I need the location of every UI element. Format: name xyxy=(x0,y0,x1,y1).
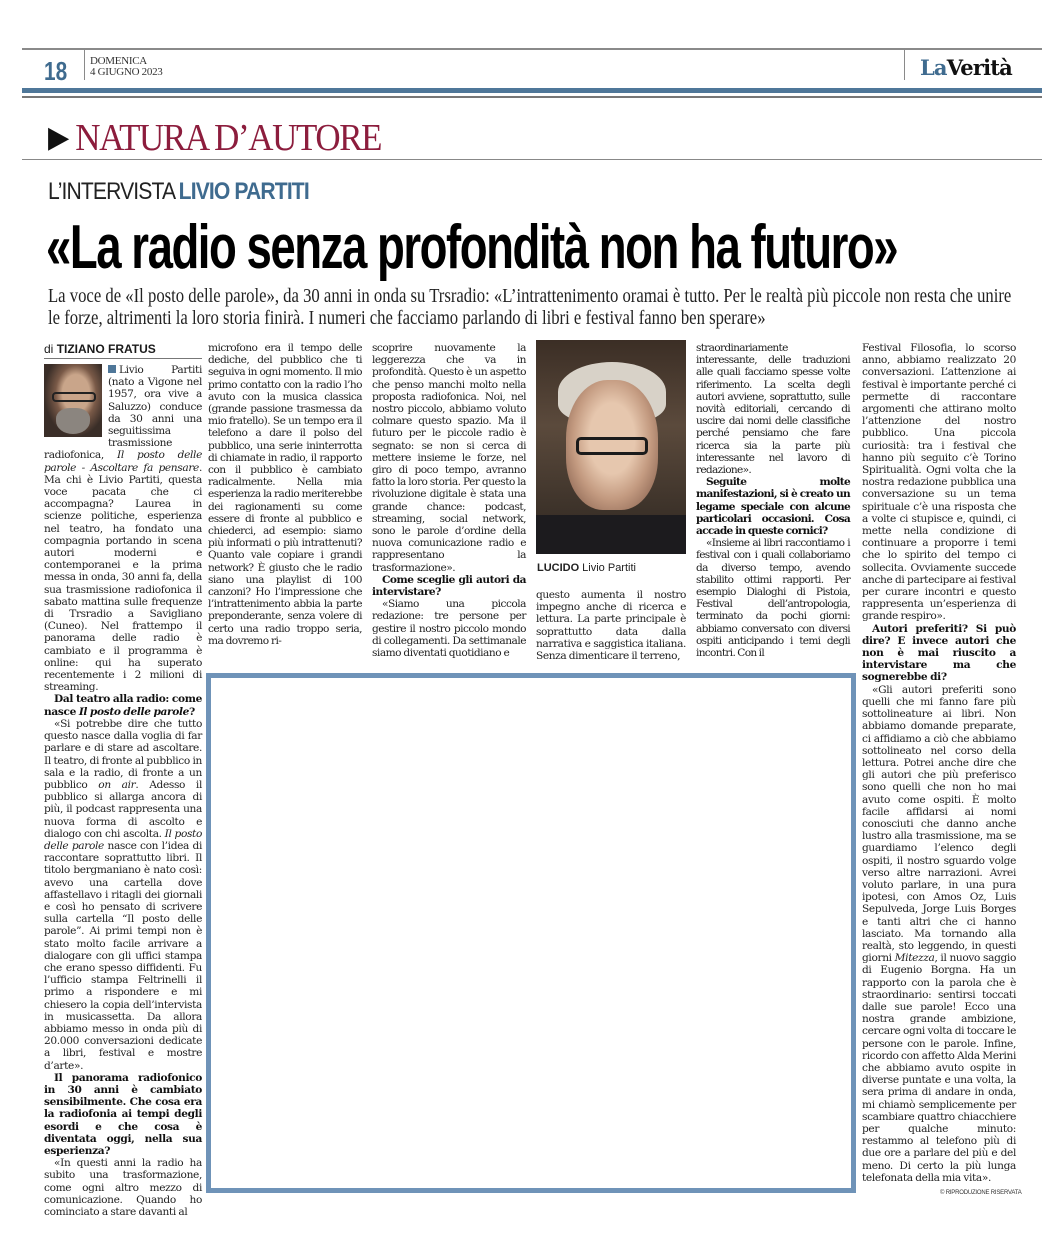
section-rule xyxy=(22,159,1042,160)
answer-3-part-3: straordinariamente interessante, delle traduzioni alle quali facciamo spesse volte riferimento. La scelta degli autori avviene, soprattutto, sulle novità editoriali, cercando di uscire dai nomi delle classifiche perché pensiamo che fare ricerca sia la parte più interessante nel lavoro di redazione». xyxy=(696,342,850,477)
byline xyxy=(44,342,202,359)
caption-label: LUCIDO xyxy=(537,562,580,574)
issue-day: DOMENICA xyxy=(90,55,147,67)
square-bullet-icon xyxy=(108,365,116,373)
copyright-notice: © RIPRODUZIONE RISERVATA xyxy=(940,1190,1022,1196)
answer-2-part-2: microfono era il tempo delle dediche, del pubblico che ti seguiva in ogni momento. Il mio primo contatto con la radio l’ho avuto con la musica classica (grande passione trasmessa da mio fratello). Se un tempo era il telefono a dare il polso del pubblico, una serie ininterrotta di chiamate in radio, il rapporto con il pubblico è cambiato radicalmente. Nella mia esperienza la radio meriterebbe dei ragionamenti su come essere di fronte al pubblico e chiederci, ad esempio: siamo più informati o più intrattenuti? Quanto vale copiare i grandi network? È giusto che le radio siano una playlist di 100 canzoni? Ho l’impressione che l’intrattenimento abbia la parte preponderante, senza volere di certo una radio troppo seria, ma dovremo ri- xyxy=(208,342,362,647)
headline: «La radio senza profondità non ha futuro» xyxy=(46,213,898,282)
question-3: Come sceglie gli autori da intervistare? xyxy=(372,573,526,599)
top-rule xyxy=(22,48,1042,50)
answer-4-part-1: «Insieme ai libri raccontiamo i festival con i quali collaboriamo da diverso tempo, avendo stabilito ottimi rapporti. Per esempio Dialoghi di Pistoia, Festival dell’antropologia, terminato da pochi giorni: abbiamo conversato con diversi ospiti anticipando i temi degli incontri. Con il xyxy=(696,537,850,660)
caption-text: Livio Partiti xyxy=(582,562,636,574)
answer-4-part-2: Festival Filosofia, lo scorso anno, abbiamo realizzato 20 conversazioni. L’attenzione ai festival è importante perché ci permette di raccontare argomenti che attirano molto l’attenzione del nostro pubblico. Una piccola curiosità: tra i festival che hanno più seguito c’è Torino Spiritualità. Ogni volta che la nostra redazione pubblica una conversazione su un tema spirituale c’è una risposta che a volte ci stupisce e, quindi, ci mette nella condizione di continuare a proporre i temi che lo spirito del tempo ci sollecita. Ovviamente succede anche di partecipare ai festival per curare incontri e questo rappresenta un’esperienza di grande respiro». xyxy=(862,342,1016,623)
column-6 xyxy=(862,342,1016,1184)
byline-author: TIZIANO FRATUS xyxy=(56,342,156,356)
triangle-right-icon: ▶ xyxy=(48,121,68,154)
photo-caption xyxy=(537,562,636,574)
column-3 xyxy=(372,342,526,659)
section-title xyxy=(48,116,381,160)
answer-2-part-1: «In questi anni la radio ha subito una trasformazione, come ogni altro mezzo di comunicazione. Quando ho cominciato a stare davanti al xyxy=(44,1157,202,1219)
advertisement-placeholder xyxy=(206,673,856,1193)
column-2 xyxy=(208,342,362,647)
answer-3-part-1: «Siamo una piccola redazione: tre persone per gestire il nostro piccolo mondo di collegamenti. Da settimanale siamo diventati quotidiano e xyxy=(372,598,526,660)
issue-date-text: 4 GIUGNO 2023 xyxy=(90,66,163,78)
answer-2-part-3: scoprire nuovamente la leggerezza che va in profondità. Questo è un aspetto che penso manchi molto nella proposta radiofonica. Noi, nel nostro piccolo, abbiamo voluto colmare questo spazio. Ma il futuro per le piccole radio è segnato: se non si cerca di mettere insieme le forze, nel giro di poco tempo, avranno fatto la loro storia. Per questo la rivoluzione digitale è stata una grande chance: podcast, streaming, social network, sono le parole d’ordine della nuova comunicazione radio e rappresentano la trasformazione». xyxy=(372,342,526,574)
logo-verita: Verità xyxy=(946,55,1012,80)
standfirst: La voce de «Il posto delle parole», da 30 anni in onda su Trsradio: «L’intrattenimento oramai è tutto. Per le realtà più piccole non resta che unire le forze, altrimenti la loro storia finirà. I numeri che facciamo parlando di libri e festival fanno ben sperare» xyxy=(48,286,1012,329)
kicker xyxy=(48,178,309,206)
answer-3-part-2: questo aumenta il nostro impegno anche di ricerca e lettura. La parte principale è soprattutto data dalla narrativa e saggistica italiana. Senza dimenticare il terreno, xyxy=(536,589,686,663)
column-1 xyxy=(44,364,202,1218)
divider xyxy=(84,50,85,80)
byline-prefix: di xyxy=(44,342,54,356)
question-4: Seguite molte manifestazioni, si è creato un legame speciale con alcune particolari occasioni. Cosa accade in queste cornici? xyxy=(696,476,850,538)
column-4 xyxy=(536,589,686,662)
masthead-rule xyxy=(22,96,1042,98)
intro-paragraph: Livio Partiti (nato a Vigone nel 1957, ora vive a Saluzzo) conduce da 30 anni una seguitissima trasmissione radiofonica, Il posto delle parole - Ascoltare fa pensare. Ma chi è Livio Partiti, questa voce pacata che ci accompagna? Laurea in scienze politiche, esperienza nel teatro, ha fondato una compagnia portando in scena autori moderni e contemporanei e la prima messa in onda, 30 anni fa, della sua trasmissione radiofonica il sabato mattina sulle frequenze di Trsradio a Savigliano (Cuneo). Nel frattempo il panorama delle radio è cambiato e il programma è online: qui ha superato recentemente i 2 milioni di streaming. xyxy=(44,364,202,694)
author-portrait xyxy=(44,364,102,437)
question-1: Dal teatro alla radio: come nasce Il posto delle parole? xyxy=(44,693,202,718)
logo-la: La xyxy=(919,55,947,80)
section-title-text: NATURA D’AUTORE xyxy=(75,117,382,159)
masthead-bar xyxy=(22,88,1042,93)
answer-1: «Si potrebbe dire che tutto questo nasce dalla voglia di far parlare e di stare ad ascoltare. Il teatro, di fronte al pubblico in sala e la radio, di fronte a un pubblico on air. Adesso il pubblico si allarga ancora di più, il podcast rappresenta una nuova forma di ascolto e dialogo con chi ascolta. Il posto delle parole nasce con l’idea di raccontare soprattutto libri. Il titolo bergmaniano è nato così: avevo una cartella dove affastellavo i ritagli dei giornali e così ho pensato di scrivere sulla cartella “Il posto delle parole”. Ai primi tempi non è stato molto facile arrivare a dialogare con gli uffici stampa che erano spesso diffidenti. Fu l’ufficio stampa Feltrinelli il primo a rispondere e mi chiesero la copia dell’intervista in musicassetta. Da allora abbiamo messo in onda più di 20.000 conversazioni dedicate a libri, festival e mostre d’arte». xyxy=(44,717,203,1072)
divider xyxy=(904,50,905,80)
question-2: Il panorama radiofonico in 30 anni è cambiato sensibilmente. Che cosa era la radiofonia ai tempi degli esordi e che cosa è diventata oggi, nella sua esperienza? xyxy=(44,1071,202,1157)
newspaper-logo xyxy=(920,55,1012,80)
column-5 xyxy=(696,342,850,659)
interviewee-photo xyxy=(536,340,686,554)
kicker-label: L’INTERVISTA xyxy=(48,178,176,205)
issue-date xyxy=(90,56,162,78)
page-number: 18 xyxy=(44,56,68,86)
answer-5: «Gli autori preferiti sono quelli che mi fanno fare più sottolineature ai libri. Non abbiamo domande preparate, ci affidiamo a ciò che abbiamo sottolineato nel corso della lettura. Potrei anche dire che gli autori che più preferisco sono quelli che non ho mai avuto come ospiti. È molto facile affidarsi ai nomi conosciuti che danno anche lustro alla trasmissione, ma se guardiamo l’elenco degli ospiti, il nostro sguardo volge verso altre narrazioni. Avrei voluto parlare, in una pura ipotesi, con Amos Oz, Luis Sepulveda, Jorge Luis Borges e tanti altri che ci hanno lasciato. Ma tornando alla realtà, sto leggendo, in questi giorni Mitezza, il nuovo saggio di Eugenio Borgna. Ha un rapporto con la parola che è straordinario: sentirsi toccati dalle sue parole! Ecco una nostra grande ambizione, cercare ogni volta di toccare le persone con le parole. Infine, ricordo con affetto Alda Merini che abbiamo avuto ospite in diverse puntate e una volta, la sera prima di andare in onda, mi chiamò semplicemente per scambiare quattro chiacchiere per qualche minuto: restammo al telefono più di due ore a parlare del più e del meno. Di certo la più lunga telefonata della mia vita». xyxy=(862,683,1016,1184)
kicker-name: LIVIO PARTITI xyxy=(178,178,309,205)
question-5: Autori preferiti? Si può dire? E invece autori che non è mai riuscito a intervistare ma che sognerebbe di? xyxy=(862,622,1016,684)
